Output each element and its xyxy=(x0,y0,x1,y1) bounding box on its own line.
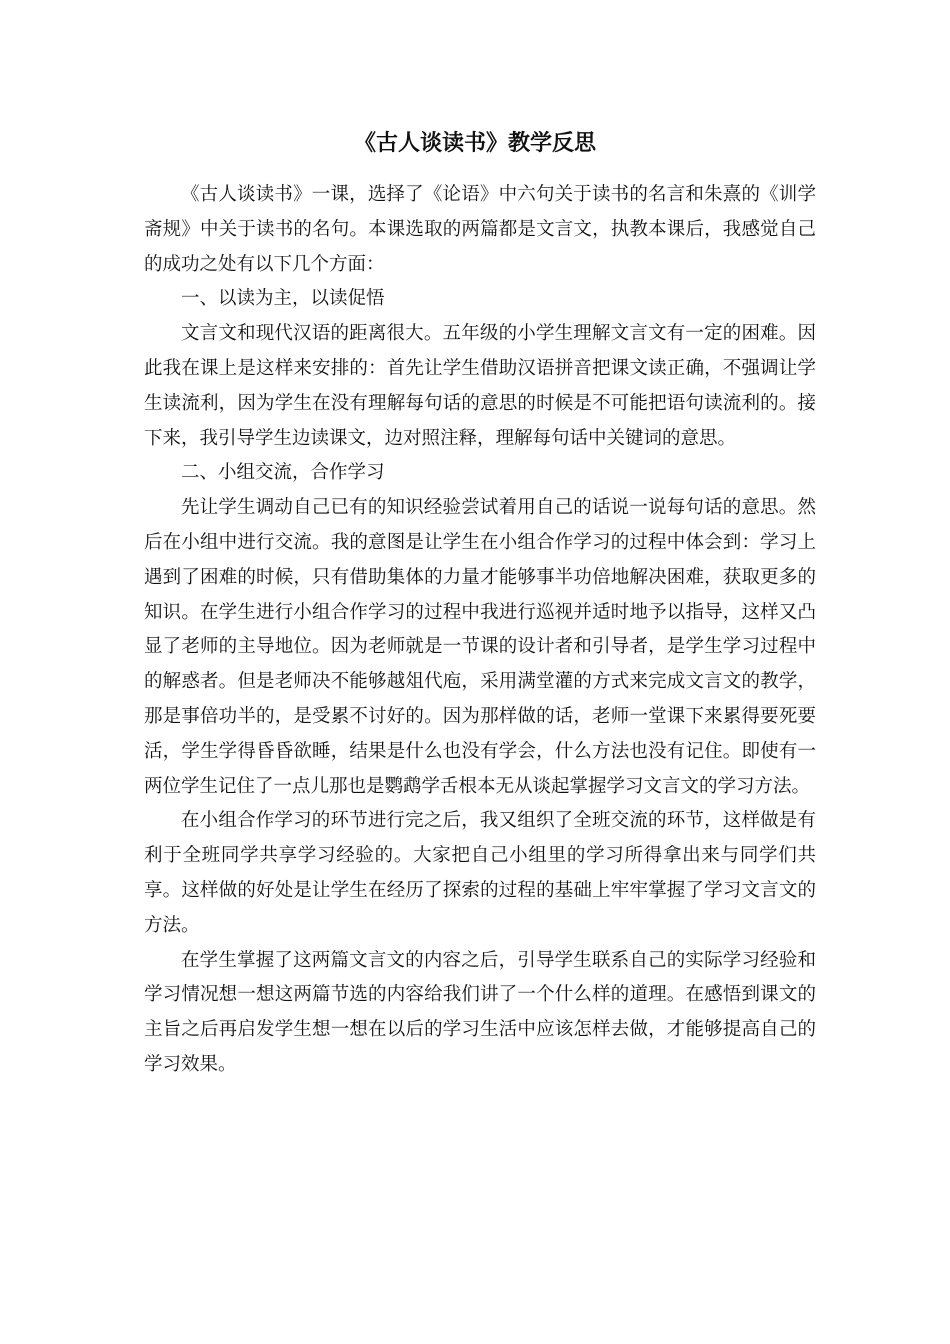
document-title: 《古人谈读书》教学反思 xyxy=(353,130,596,156)
paragraph-section-1: 文言文和现代汉语的距离很大。五年级的小学生理解文言文有一定的困难。因此我在课上是这样来安排的：首先让学生借助汉语拼音把课文读正确，不强调让学生读流利，因为学生在没有理解每句话的意思的时候是不可能把语句读流利的。接下来，我引导学生边读课文，边对照注释，理解每句话中关键词的意思。 xyxy=(144,323,816,449)
paragraph-intro: 《古人谈读书》一课，选择了《论语》中六句关于读书的名言和朱熹的《训学斋规》中关于读书的名句。本课选取的两篇都是文言文，执教本课后，我感觉自己的成功之处有以下几个方面： xyxy=(144,184,816,275)
section-heading-1: 一、以读为主，以读促悟 xyxy=(181,288,385,310)
paragraph-section-2: 先让学生调动自己已有的知识经验尝试着用自己的话说一说每句话的意思。然后在小组中进行交流。我的意图是让学生在小组合作学习的过程中体会到：学习上遇到了困难的时候，只有借助集体的力量才能够事半功倍地解决困难，获取更多的知识。在学生进行小组合作学习的过程中我进行巡视并适时地予以指导，这样又凸显了老师的主导地位。因为老师就是一节课的设计者和引导者，是学生学习过程中的解惑者。但是老师决不能够越俎代庖，采用满堂灌的方式来完成文言文的教学，那是事倍功半的，是受累不讨好的。因为那样做的话，老师一堂课下来累得要死要活，学生学得昏昏欲睡，结果是什么也没有学会，什么方法也没有记住。即使有一两位学生记住了一点儿那也是鹦鹉学舌根本无从谈起掌握学习文言文的学习方法。 xyxy=(144,497,816,797)
paragraph-class-exchange: 在小组合作学习的环节进行完之后，我又组织了全班交流的环节，这样做是有利于全班同学共享学习经验的。大家把自己小组里的学习所得拿出来与同学们共享。这样做的好处是让学生在经历了探索的过程的基础上牢牢掌握了学习文言文的方法。 xyxy=(144,810,816,936)
document-body xyxy=(144,178,816,1083)
paragraph-conclusion: 在学生掌握了这两篇文言文的内容之后，引导学生联系自己的实际学习经验和学习情况想一想这两篇节选的内容给我们讲了一个什么样的道理。在感悟到课文的主旨之后再启发学生想一想在以后的学习生活中应该怎样去做，才能够提高自己的学习效果。 xyxy=(144,949,816,1075)
section-heading-2: 二、小组交流，合作学习 xyxy=(181,462,385,484)
